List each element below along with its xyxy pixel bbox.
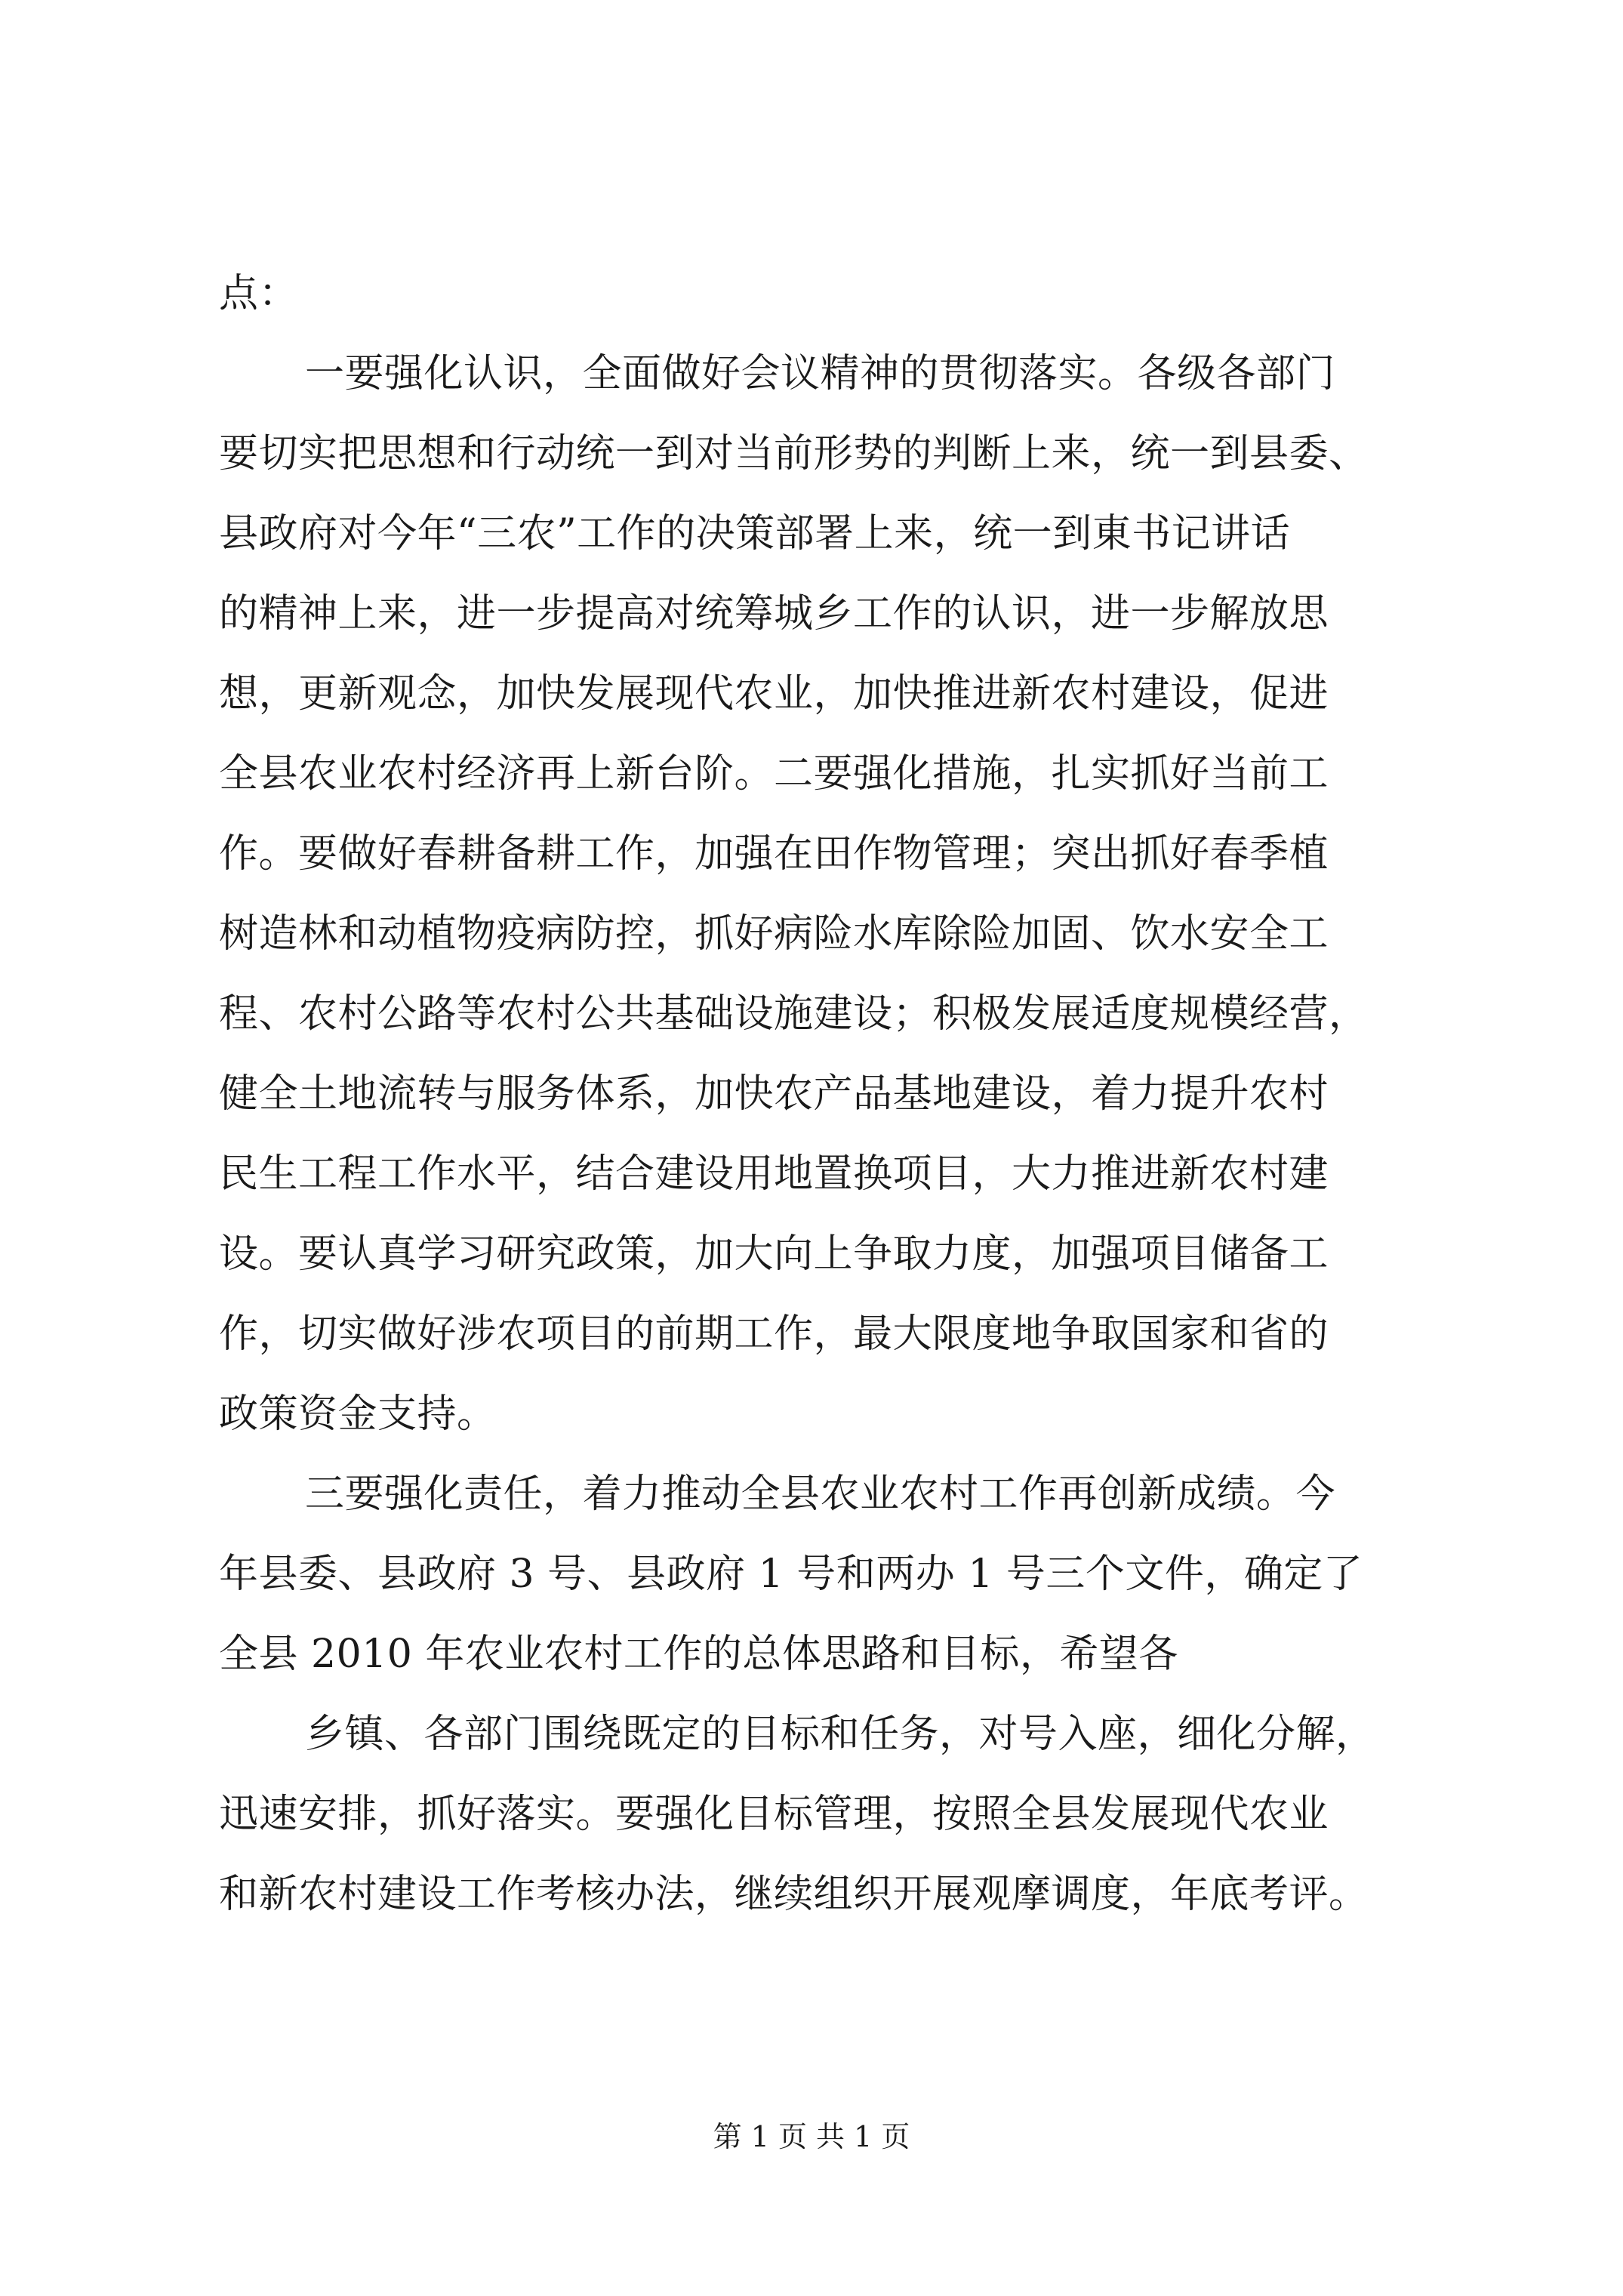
- text-line: 政策资金支持。: [219, 1391, 497, 1437]
- body-text: [219, 254, 1457, 1934]
- text-line: 想，更新观念，加快发展现代农业，加快推进新农村建设，促进: [219, 671, 1329, 717]
- text-line: 县政府对今年“三农”工作的决策部署上来，统一到東书记讲话: [219, 511, 1291, 556]
- text-line: 全县农业农村经济再上新台阶。二要强化措施，扎实抓好当前工: [219, 751, 1329, 797]
- text-line: 迅速安排，抓好落实。要强化目标管理，按照全县发展现代农业: [219, 1792, 1329, 1837]
- text-line: 一要强化认识，全面做好会议精神的贯彻落实。各级各部门: [305, 351, 1336, 396]
- text-line: 要切实把思想和行动统一到对当前形势的判断上来，统一到县委、: [219, 431, 1369, 476]
- text-line: 的精神上来，进一步提高对统筹城乡工作的认识，进一步解放思: [219, 591, 1329, 636]
- text-line: 和新农村建设工作考核办法，继续组织开展观摩调度，年底考评。: [219, 1872, 1369, 1917]
- text-line: 全县 2010 年农业农村工作的总体思路和目标，希望各: [219, 1632, 1178, 1677]
- text-line: 乡镇、各部门围绕既定的目标和任务，对号入座，细化分解，: [305, 1712, 1375, 1757]
- page-number: 第 1 页 共 1 页: [713, 2120, 910, 2153]
- text-line: 设。要认真学习研究政策，加大向上争取力度，加强项目储备工: [219, 1231, 1329, 1277]
- text-line: 点：: [219, 271, 299, 316]
- text-line: 年县委、县政府 3 号、县政府 1 号和两办 1 号三个文件，确定了: [219, 1552, 1363, 1597]
- text-line: 程、农村公路等农村公共基础设施建设；积极发展适度规模经营，: [219, 991, 1369, 1037]
- text-line: 作。要做好春耕备耕工作，加强在田作物管理；突出抓好春季植: [219, 831, 1329, 877]
- text-line: 民生工程工作水平，结合建设用地置换项目，大力推进新农村建: [219, 1151, 1329, 1197]
- text-line: 三要强化责任，着力推动全县农业农村工作再创新成绩。今: [305, 1472, 1336, 1517]
- text-line: 健全土地流转与服务体系，加快农产品基地建设，着力提升农村: [219, 1071, 1329, 1117]
- text-line: 作，切实做好涉农项目的前期工作，最大限度地争取国家和省的: [219, 1311, 1329, 1357]
- page-footer: [0, 2114, 1623, 2159]
- text-line: 树造林和动植物疫病防控，抓好病险水库除险加固、饮水安全工: [219, 911, 1329, 957]
